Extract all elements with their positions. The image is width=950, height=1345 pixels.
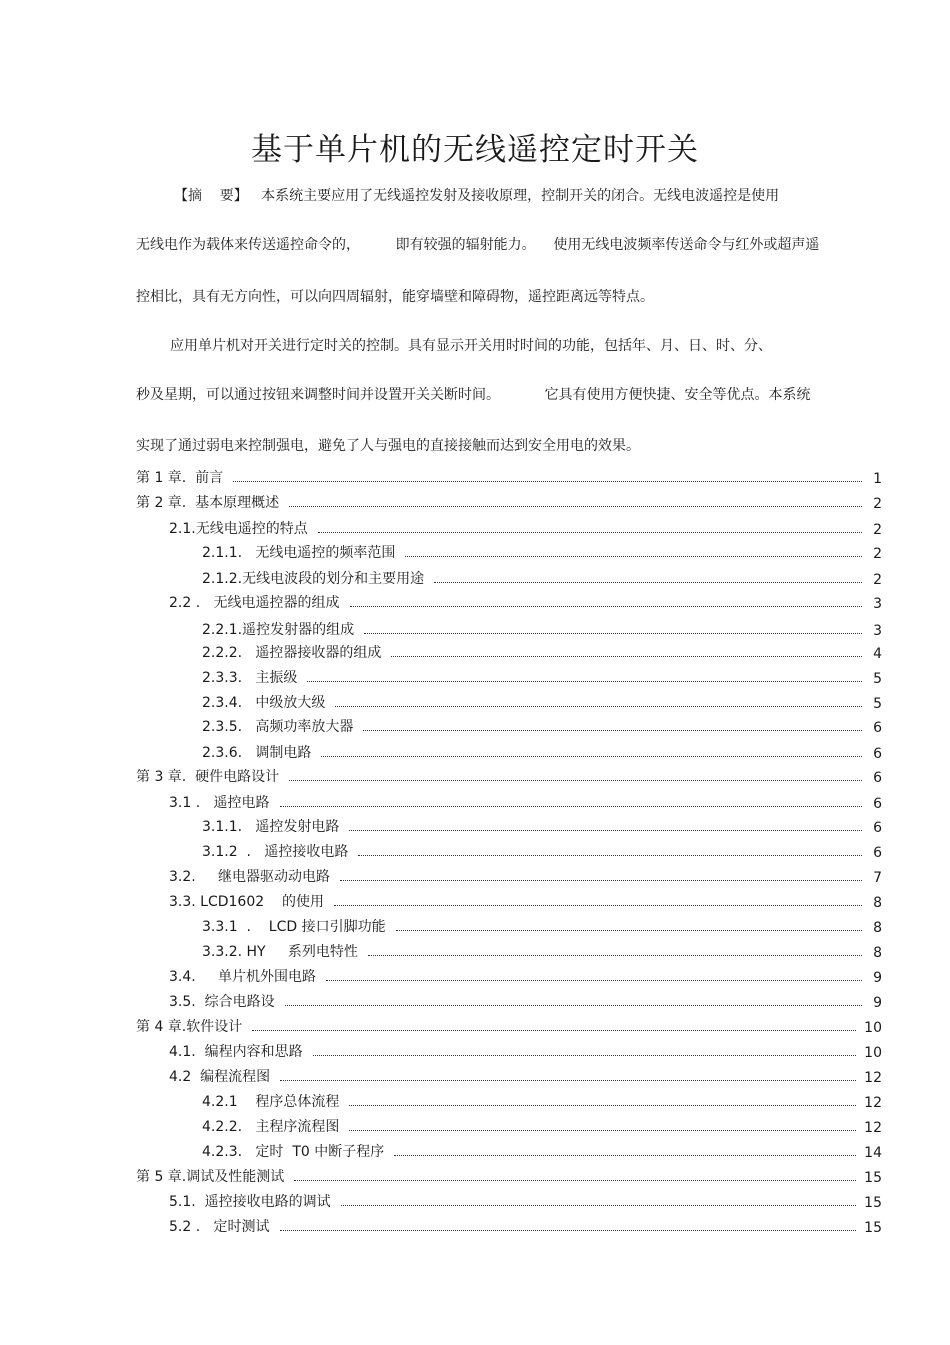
toc-entry[interactable] [169, 866, 882, 886]
toc-leader-dots [289, 780, 862, 781]
toc-entry[interactable] [202, 716, 882, 736]
toc-leader-dots [280, 1080, 856, 1081]
toc-leader-dots [335, 706, 862, 707]
toc-entry[interactable] [169, 792, 882, 812]
toc-entry-page: 15 [864, 1220, 882, 1236]
toc-entry-page: 1 [873, 471, 882, 487]
toc-leader-dots [396, 930, 862, 931]
toc-entry-label: 2.1.无线电遥控的特点 [169, 521, 308, 537]
toc-entry-label: 2.3.4. 中级放大级 [202, 695, 326, 711]
toc-entry[interactable] [202, 916, 882, 936]
toc-leader-dots [391, 656, 862, 657]
toc-leader-dots [368, 955, 862, 956]
toc-leader-dots [358, 855, 862, 856]
toc-entry-page: 8 [873, 920, 882, 936]
toc-leader-dots [349, 1130, 856, 1131]
toc-leader-dots [363, 730, 862, 731]
toc-entry[interactable] [169, 891, 882, 911]
toc-leader-dots [326, 980, 862, 981]
toc-leader-dots [280, 806, 862, 807]
toc-leader-dots [313, 1055, 857, 1056]
toc-entry-label: 3.3.1 . LCD 接口引脚功能 [202, 919, 386, 935]
toc-entry-label: 3.3.2. HY 系列电特性 [202, 944, 358, 960]
toc-entry[interactable] [169, 966, 882, 986]
toc-entry[interactable] [202, 642, 882, 662]
toc-entry-page: 8 [873, 895, 882, 911]
toc-entry[interactable] [136, 492, 882, 512]
toc-entry-label: 3.1 . 遥控电路 [169, 795, 270, 811]
toc-entry-label: 第 3 章. 硬件电路设计 [136, 769, 280, 785]
toc-entry[interactable] [169, 1191, 882, 1211]
toc-entry-label: 4.2.1 程序总体流程 [202, 1094, 340, 1110]
toc-entry[interactable] [169, 1066, 882, 1086]
toc-entry-label: 3.4. 单片机外围电路 [169, 969, 316, 985]
toc-entry[interactable] [202, 841, 882, 861]
toc-leader-dots [340, 880, 862, 881]
toc-entry[interactable] [202, 542, 882, 562]
toc-entry[interactable] [136, 1016, 882, 1036]
toc-leader-dots [252, 1030, 856, 1031]
toc-entry-label: 4.2 编程流程图 [169, 1069, 271, 1085]
toc-entry-label: 4.2.3. 定时 T0 中断子程序 [202, 1144, 385, 1160]
toc-leader-dots [341, 1205, 857, 1206]
toc-entry-page: 9 [873, 970, 882, 986]
toc-entry-page: 6 [873, 746, 882, 762]
toc-entry[interactable] [169, 592, 882, 612]
toc-entry-page: 15 [864, 1170, 882, 1186]
toc-entry-page: 12 [864, 1070, 882, 1086]
toc-entry-label: 2.1.2.无线电波段的划分和主要用途 [202, 571, 425, 587]
toc-entry[interactable] [169, 991, 882, 1011]
toc-leader-dots [349, 1105, 856, 1106]
abstract-line: 应用单片机对开关进行定时关的控制。具有显示开关用时时间的功能，包括年、月、日、时、分、 [170, 338, 772, 354]
toc-entry[interactable] [169, 1041, 882, 1061]
toc-entry-page: 4 [873, 646, 882, 662]
toc-entry-label: 2.2.2. 遥控器接收器的组成 [202, 645, 382, 661]
toc-entry-label: 2.3.3. 主振级 [202, 670, 298, 686]
toc-entry-label: 2.3.6. 调制电路 [202, 745, 312, 761]
toc-entry-page: 10 [864, 1045, 882, 1061]
toc-entry-label: 2.1.1. 无线电遥控的频率范围 [202, 545, 396, 561]
toc-entry-page: 6 [873, 820, 882, 836]
toc-entry-label: 第 1 章. 前言 [136, 470, 224, 486]
toc-entry-page: 12 [864, 1095, 882, 1111]
toc-leader-dots [294, 1180, 856, 1181]
toc-entry-label: 4.1. 编程内容和思路 [169, 1044, 303, 1060]
toc-entry-page: 2 [873, 522, 882, 538]
toc-entry-label: 3.5. 综合电路设 [169, 994, 275, 1010]
toc-entry-label: 第 4 章.软件设计 [136, 1019, 243, 1035]
toc-leader-dots [364, 633, 862, 634]
toc-leader-dots [350, 606, 862, 607]
toc-leader-dots [394, 1155, 856, 1156]
toc-leader-dots [405, 556, 862, 557]
toc-entry[interactable] [202, 941, 882, 961]
toc-entry[interactable] [136, 766, 882, 786]
toc-entry[interactable] [202, 742, 882, 762]
toc-entry[interactable] [136, 467, 882, 487]
toc-leader-dots [434, 582, 862, 583]
toc-leader-dots [349, 830, 862, 831]
toc-entry-page: 9 [873, 995, 882, 1011]
toc-entry[interactable] [202, 816, 882, 836]
toc-entry-page: 6 [873, 845, 882, 861]
toc-entry-page: 5 [873, 696, 882, 712]
toc-entry[interactable] [202, 568, 882, 588]
toc-entry[interactable] [169, 1216, 882, 1236]
abstract-line: 【摘 要】 本系统主要应用了无线遥控发射及接收原理，控制开关的闭合。无线电波遥控是使用 [174, 188, 780, 204]
toc-entry-page: 15 [864, 1195, 882, 1211]
toc-entry-label: 5.1. 遥控接收电路的调试 [169, 1194, 331, 1210]
toc-entry-label: 3.1.1. 遥控发射电路 [202, 819, 340, 835]
toc-entry-label: 3.3. LCD1602 的使用 [169, 894, 324, 910]
toc-entry-page: 6 [873, 796, 882, 812]
toc-leader-dots [233, 481, 862, 482]
toc-leader-dots [307, 681, 862, 682]
toc-entry-page: 2 [873, 572, 882, 588]
toc-entry[interactable] [202, 619, 882, 639]
toc-entry-page: 14 [864, 1145, 882, 1161]
abstract-line: 秒及星期，可以通过按钮来调整时间并设置开关关断时间。 它具有使用方便快捷、安全等优点。本系统 [136, 387, 811, 403]
toc-entry-page: 8 [873, 945, 882, 961]
toc-entry[interactable] [202, 1091, 882, 1111]
toc-entry[interactable] [202, 1116, 882, 1136]
toc-leader-dots [280, 1230, 857, 1231]
toc-entry-page: 5 [873, 671, 882, 687]
toc-entry[interactable] [202, 692, 882, 712]
toc-entry-label: 第 2 章. 基本原理概述 [136, 495, 280, 511]
toc-leader-dots [289, 506, 862, 507]
toc-entry-page: 3 [873, 623, 882, 639]
toc-entry-label: 3.2. 继电器驱动动电路 [169, 869, 330, 885]
toc-entry-label: 3.1.2 . 遥控接收电路 [202, 844, 349, 860]
toc-entry-label: 2.2 . 无线电遥控器的组成 [169, 595, 340, 611]
toc-entry-label: 2.2.1.遥控发射器的组成 [202, 622, 355, 638]
toc-entry[interactable] [169, 518, 882, 538]
toc-leader-dots [334, 905, 862, 906]
toc-entry-page: 12 [864, 1120, 882, 1136]
toc-entry-label: 第 5 章.调试及性能测试 [136, 1169, 285, 1185]
toc-entry-page: 6 [873, 720, 882, 736]
toc-entry-page: 3 [873, 596, 882, 612]
toc-entry-label: 5.2 . 定时测试 [169, 1219, 270, 1235]
toc-entry-page: 10 [864, 1020, 882, 1036]
toc-entry-page: 2 [873, 496, 882, 512]
abstract-line: 控相比，具有无方向性，可以向四周辐射，能穿墙壁和障碍物，遥控距离远等特点。 [136, 289, 654, 305]
toc-entry[interactable] [202, 1141, 882, 1161]
toc-leader-dots [285, 1005, 862, 1006]
toc-leader-dots [318, 532, 862, 533]
document-title: 基于单片机的无线遥控定时开关 [251, 132, 699, 168]
toc-entry-page: 6 [873, 770, 882, 786]
abstract-line: 实现了通过弱电来控制强电，避免了人与强电的直接接触而达到安全用电的效果。 [136, 438, 640, 454]
toc-entry-label: 4.2.2. 主程序流程图 [202, 1119, 340, 1135]
toc-entry-page: 2 [873, 546, 882, 562]
toc-entry-label: 2.3.5. 高频功率放大器 [202, 719, 354, 735]
toc-leader-dots [321, 756, 862, 757]
toc-entry[interactable] [136, 1166, 882, 1186]
toc-entry[interactable] [202, 667, 882, 687]
abstract-line: 无线电作为载体来传送遥控命令的， 即有较强的辐射能力。 使用无线电波频率传送命令与红外或超声遥 [136, 237, 820, 253]
toc-entry-page: 7 [873, 870, 882, 886]
